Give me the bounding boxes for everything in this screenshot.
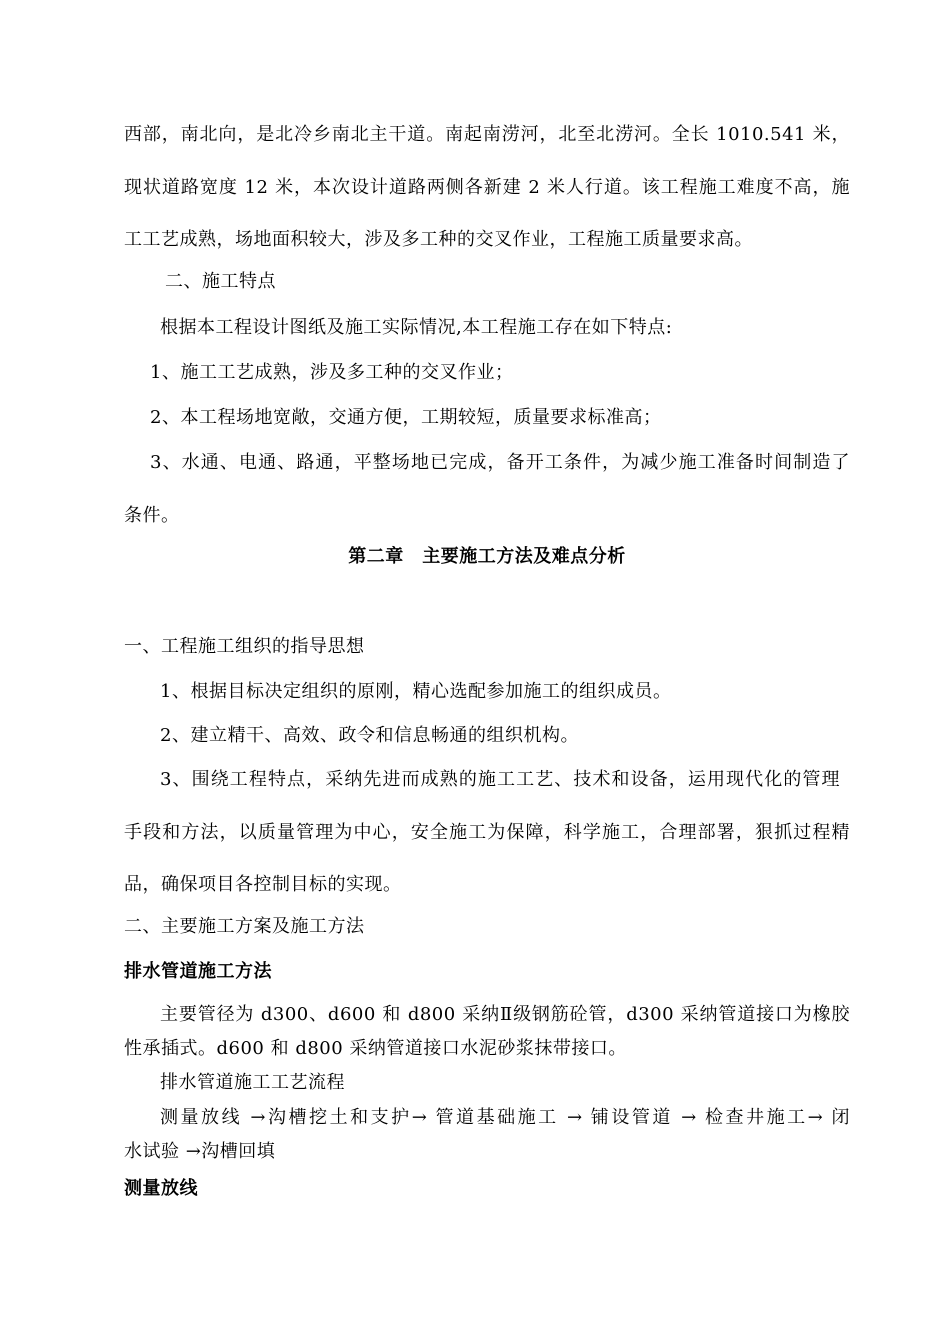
list-item: 3、围绕工程特点，采纳先进而成熟的施工工艺、技术和设备，运用现代化的管理	[160, 769, 840, 790]
survey-heading: 测量放线	[124, 1178, 198, 1199]
list-item: 1、根据目标决定组织的原刚，精心选配参加施工的组织成员。	[160, 681, 672, 702]
list-item: 1、施工工艺成熟，涉及多工种的交叉作业；	[150, 362, 514, 383]
list-item-continuation: 品，确保项目各控制目标的实现。	[124, 874, 402, 895]
list-item: 3、水通、电通、路通，平整场地已完成，备开工条件，为减少施工准备时间制造了	[150, 452, 850, 473]
list-item: 2、建立精干、高效、政令和信息畅通的组织机构。	[160, 725, 579, 746]
section-title-methods: 二、主要施工方案及施工方法	[124, 916, 365, 937]
chapter-title: 第二章 主要施工方法及难点分析	[348, 546, 626, 567]
drainage-desc: 主要管径为 d300、d600 和 d800 采纳Ⅱ级钢筋砼管，d300 采纳管道接口为橡胶	[160, 1004, 850, 1025]
list-item-continuation: 手段和方法，以质量管理为中心，安全施工为保障，科学施工，合理部署，狠抓过程精	[124, 822, 850, 843]
drainage-heading: 排水管道施工方法	[124, 961, 272, 982]
flow-steps: 测量放线 →沟槽挖土和支护→ 管道基础施工 → 铺设管道 → 检查井施工→ 闭	[160, 1107, 850, 1128]
list-item: 2、本工程场地宽敞，交通方便，工期较短，质量要求标准高；	[150, 407, 662, 428]
paragraph-line: 工工艺成熟，场地面积较大，涉及多工种的交叉作业，工程施工质量要求高。	[124, 229, 753, 250]
section-intro: 根据本工程设计图纸及施工实际情况,本工程施工存在如下特点:	[160, 317, 673, 338]
paragraph-line: 现状道路宽度 12 米，本次设计道路两侧各新建 2 米人行道。该工程施工难度不高，施	[124, 177, 850, 198]
list-item-continuation: 条件。	[124, 505, 180, 526]
flow-steps: 水试验 →沟槽回填	[124, 1141, 276, 1162]
flow-title: 排水管道施工工艺流程	[160, 1072, 345, 1093]
paragraph-line: 西部，南北向，是北冷乡南北主干道。南起南涝河，北至北涝河。全长 1010.541 米，	[124, 124, 850, 145]
drainage-desc: 性承插式。d600 和 d800 采纳管道接口水泥砂浆抹带接口。	[124, 1038, 627, 1059]
section-title-guiding: 一、工程施工组织的指导思想	[124, 636, 365, 657]
section-title-features: 二、施工特点	[165, 271, 276, 292]
